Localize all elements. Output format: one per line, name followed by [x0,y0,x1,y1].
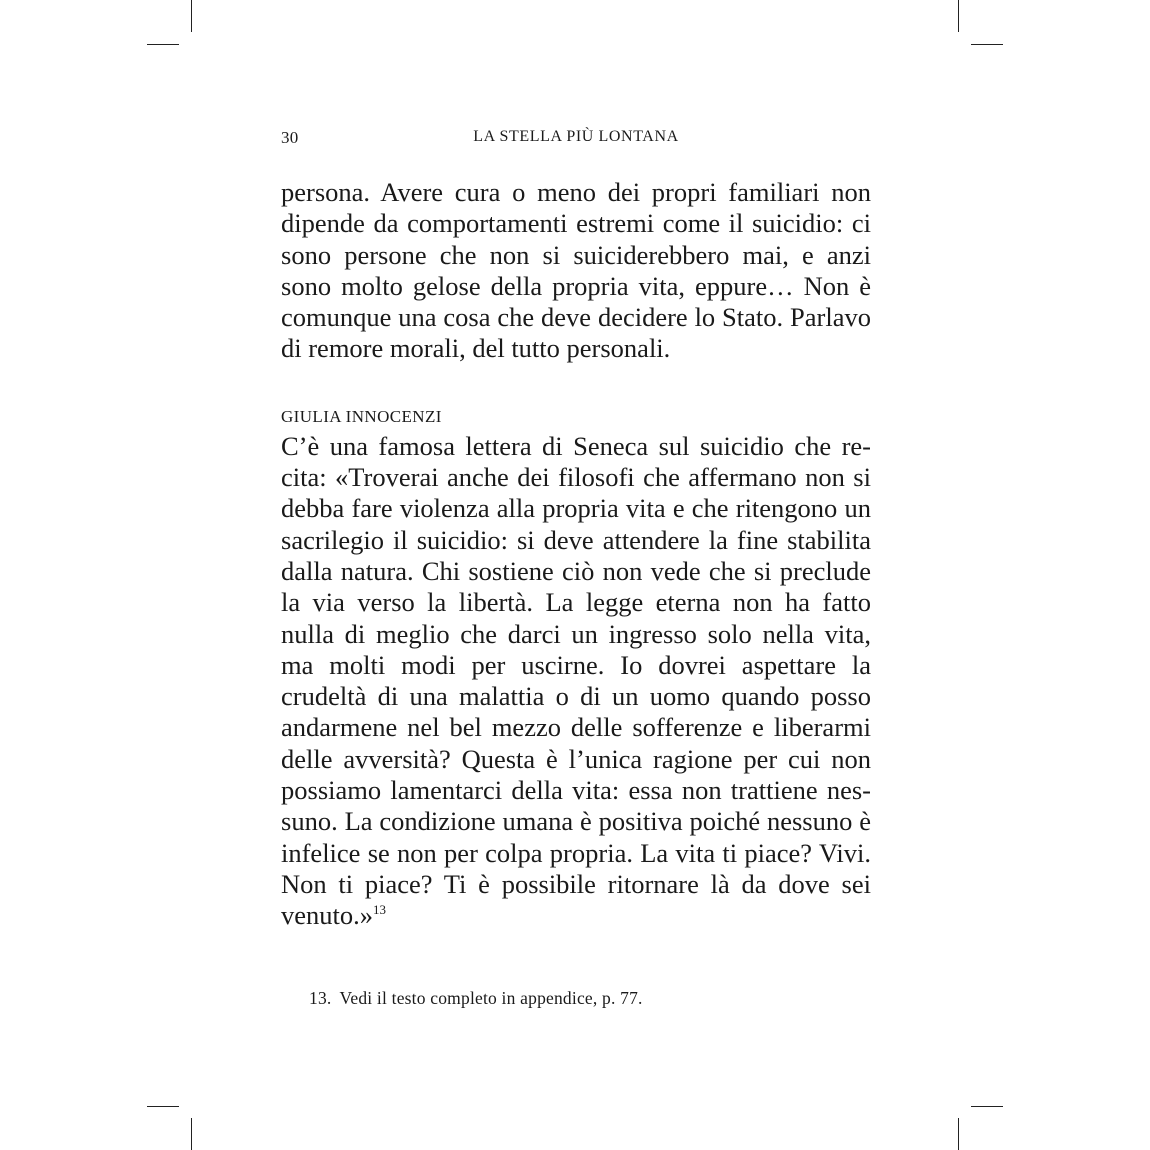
seneca-quote-text: C’è una famosa lettera di Seneca sul suicidio che recita: «Troverai anche dei filosofi che affermano non si debba fare violenza alla propria vita e che ritengono un sacrilegio il suicidio: si deve attendere la fine stabilita dalla natura. Chi sostiene ciò non vede che si preclude la via verso la libertà. La legge eterna non ha fatto nulla di meglio che darci un ingresso solo nella vita, ma molti modi per uscirne. Io dovrei aspettare la crudeltà di una malattia o di un uomo quando posso andarmene nel bel mezzo delle sofferenze e liberarmi delle avversità? Questa è l’unica ragione per cui non possiamo lamentarci della vita: essa non trattiene nessuno. La condizione umana è positiva poiché nessuno è infelice se non per colpa propria. La vita ti piace? Vivi. Non ti piace? Ti è possibile ritornare là da dove sei venuto.» [281,430,871,931]
footnote-text: Vedi il testo completo in appendice, p. 77. [339,988,643,1008]
speaker-name: GIULIA INNOCENZI [281,406,442,426]
crop-mark-top-left-vertical [191,0,192,32]
crop-mark-top-right-vertical [958,0,959,32]
footnote [309,988,643,1009]
crop-mark-top-right-horizontal [971,44,1003,45]
paragraph-continued: persona. Avere cura o meno dei propri familiari non dipende da comportamenti estremi come il suicidio: ci sono persone che non si suiciderebbero mai, e anzi sono molto gelose della propria vita, eppure… Non è comunque una cosa che deve decidere lo Stato. Parlavo di remore morali, del tutto personali. [281,177,871,364]
footnote-number: 13. [309,988,332,1008]
crop-mark-bottom-right-vertical [958,1118,959,1150]
crop-mark-bottom-left-horizontal [147,1106,179,1107]
crop-mark-bottom-left-vertical [191,1118,192,1150]
book-page [281,124,871,932]
page-number: 30 [281,128,299,147]
book-title: LA STELLA PIÙ LONTANA [473,128,679,145]
crop-mark-top-left-horizontal [147,44,179,45]
footnote-reference: 13 [373,902,386,918]
paragraph-seneca-quote [281,431,871,932]
crop-mark-bottom-right-horizontal [971,1106,1003,1107]
running-head [281,124,871,152]
